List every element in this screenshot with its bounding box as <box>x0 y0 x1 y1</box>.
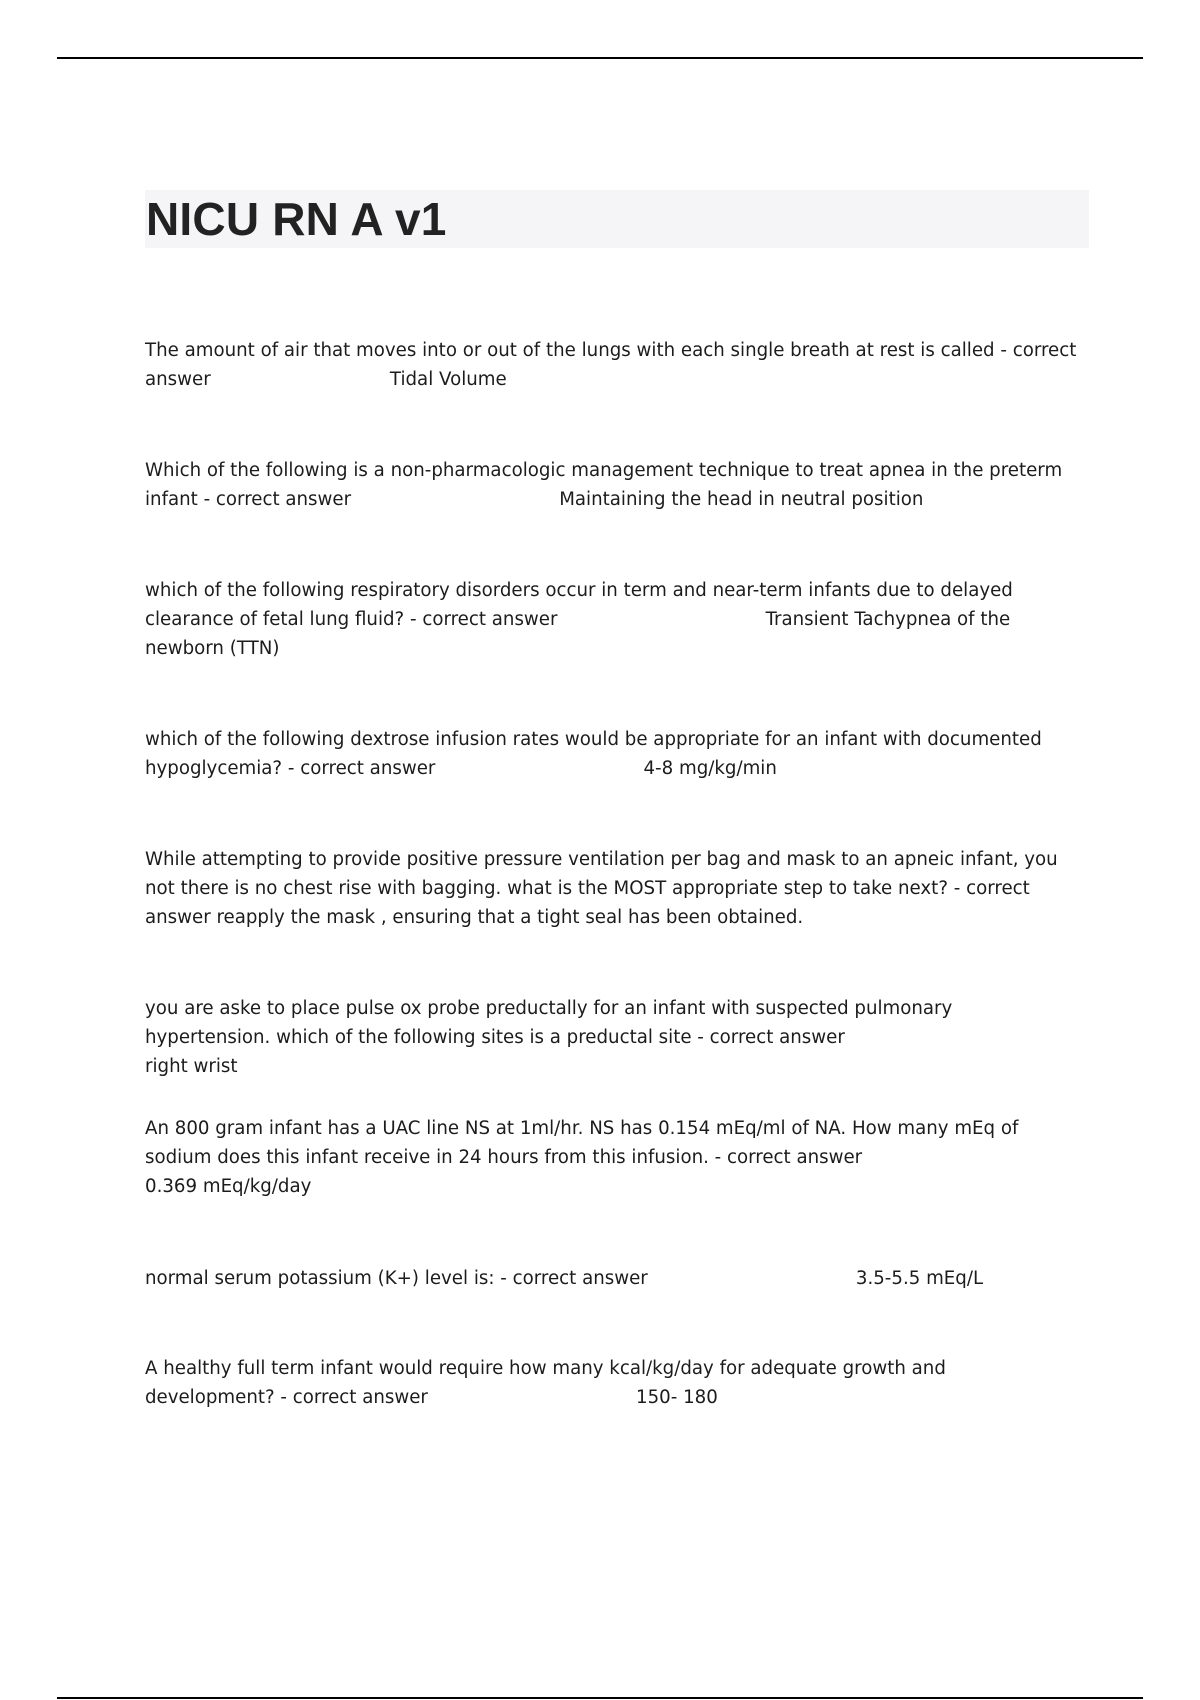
qa-item-2: Which of the following is a non-pharmacologic management technique to treat apnea in the preterm infant - correct answer Maintaining the head in neutral position <box>145 460 1068 510</box>
qa-item-8: normal serum potassium (K+) level is: - correct answer 3.5-5.5 mEq/L <box>145 1268 984 1289</box>
qa-item-3: which of the following respiratory disorders occur in term and near-term infants due to delayed clearance of fetal lung fluid? - correct answer Transient Tachypnea of the newborn (TTN) <box>145 580 1019 659</box>
qa-item-7: An 800 gram infant has a UAC line NS at 1ml/hr. NS has 0.154 mEq/ml of NA. How many mEq of sodium does this infant receive in 24 hours from this infusion. - correct answer 0.369 mEq/kg/day <box>145 1118 1071 1197</box>
document-title: NICU RN A v1 <box>146 193 447 245</box>
bottom-rule <box>57 1697 1143 1699</box>
top-rule <box>57 57 1143 59</box>
qa-item-9: A healthy full term infant would require how many kcal/kg/day for adequate growth and development? - correct answer 150- 180 <box>145 1358 952 1408</box>
qa-item-4: which of the following dextrose infusion rates would be appropriate for an infant with documented hypoglycemia? - correct answer 4-8 mg/kg/min <box>145 729 1048 779</box>
qa-item-1: The amount of air that moves into or out of the lungs with each single breath at rest is called - correct answer Tidal Volume <box>145 340 1083 390</box>
qa-item-5: While attempting to provide positive pressure ventilation per bag and mask to an apneic infant, you not there is no chest rise with bagging. what is the MOST appropriate step to take next? - correct answer reapply the mask , ensuring that a tight seal has been obtained. <box>145 849 1064 928</box>
qa-item-6: you are aske to place pulse ox probe preductally for an infant with suspected pulmonary hypertension. which of the following sites is a preductal site - correct answer right wrist <box>145 998 1053 1077</box>
